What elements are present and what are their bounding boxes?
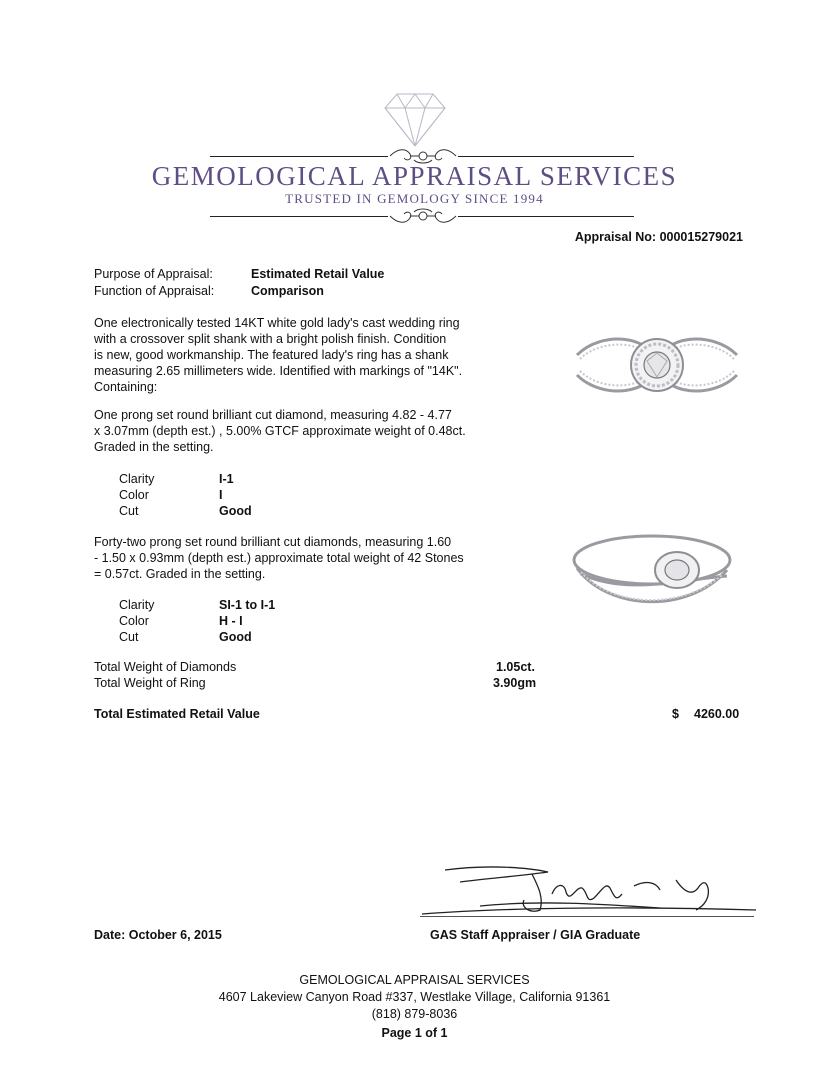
ring-photo-front (572, 315, 742, 415)
side-clarity-value: SI-1 to I-1 (219, 598, 276, 612)
function-value: Comparison (251, 284, 324, 298)
total-ring-label: Total Weight of Ring (94, 676, 206, 690)
center-color-value: I (219, 488, 223, 502)
total-diamonds-label: Total Weight of Diamonds (94, 660, 237, 674)
appraisal-number: Appraisal No: 000015279021 (574, 230, 743, 244)
appraiser-signature (420, 858, 760, 920)
ring-description: One electronically tested 14KT white gold lady's cast wedding ring with a crossover split shank with a bright polish finish. Condition is new, good workmanship. The featured lady's ring has a shank measuring 2.65 millimeters wide. Identified with markings of "14K". Containing: (94, 316, 463, 394)
function-label: Function of Appraisal: (94, 284, 215, 298)
header-rule-bottom-right (458, 216, 634, 217)
footer-address: 4607 Lakeview Canyon Road #337, Westlake Village, California 91361 (218, 990, 611, 1004)
scroll-ornament-bottom-icon (388, 206, 458, 226)
center-cut-label: Cut (119, 504, 139, 518)
appraiser-title: GAS Staff Appraiser / GIA Graduate (430, 928, 641, 942)
total-retail-label: Total Estimated Retail Value (94, 707, 260, 721)
total-retail-value: 4260.00 (694, 707, 740, 721)
brand-tagline: TRUSTED IN GEMOLOGY SINCE 1994 (285, 191, 544, 206)
appraisal-date: Date: October 6, 2015 (94, 928, 222, 942)
signature-line (420, 916, 754, 917)
center-stone-description: One prong set round brilliant cut diamond, measuring 4.82 - 4.77 x 3.07mm (depth est.) , 5.00% GTCF approximate weight of 0.48ct. Graded in the setting. (94, 408, 466, 454)
header-rule-bottom-left (210, 216, 388, 217)
side-stones-description: Forty-two prong set round brilliant cut diamonds, measuring 1.60 - 1.50 x 0.93mm (depth est.) approximate total weight of 42 Stones = 0.57ct. Graded in the setting. (94, 535, 464, 581)
total-ring-value: 3.90gm (493, 676, 537, 690)
total-diamonds-value: 1.05ct. (496, 660, 535, 674)
center-clarity-label: Clarity (119, 472, 155, 486)
side-color-value: H - I (219, 614, 243, 628)
purpose-value: Estimated Retail Value (251, 267, 385, 281)
header-rule-top-left (210, 156, 388, 157)
side-cut-label: Cut (119, 630, 139, 644)
side-cut-value: Good (219, 630, 252, 644)
diamond-logo-icon (383, 92, 447, 148)
footer-company: GEMOLOGICAL APPRAISAL SERVICES (299, 973, 530, 987)
side-clarity-label: Clarity (119, 598, 155, 612)
footer (0, 972, 829, 1042)
brand-name: GEMOLOGICAL APPRAISAL SERVICES (151, 161, 678, 191)
side-color-label: Color (119, 614, 149, 628)
center-cut-value: Good (219, 504, 252, 518)
center-clarity-value: I-1 (219, 472, 234, 486)
page-number: Page 1 of 1 (381, 1026, 448, 1040)
header-rule-top-right (458, 156, 634, 157)
currency-symbol: $ (672, 707, 679, 721)
ring-photo-angle (567, 520, 737, 615)
footer-phone: (818) 879-8036 (371, 1007, 458, 1021)
purpose-label: Purpose of Appraisal: (94, 267, 213, 281)
center-color-label: Color (119, 488, 149, 502)
